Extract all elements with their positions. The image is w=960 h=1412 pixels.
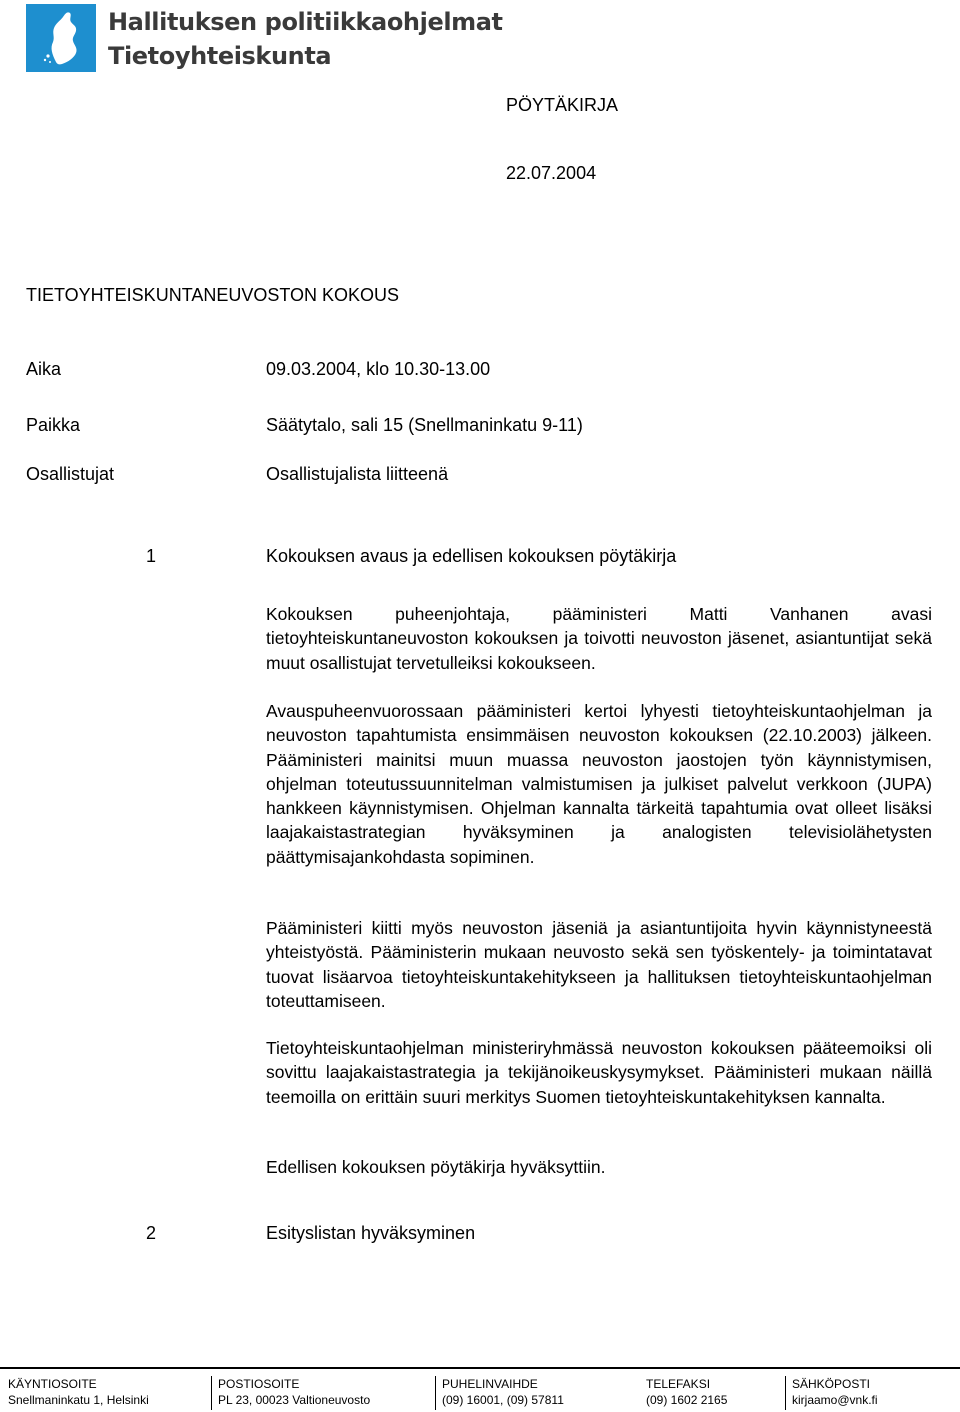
meta-label-participants: Osallistujat	[26, 464, 115, 484]
footer-value: (09) 16001, (09) 57811	[442, 1393, 564, 1407]
meta-label-place: Paikka	[26, 415, 81, 435]
footer-visiting-address	[2, 1376, 210, 1410]
meta-value-place: Säätytalo, sali 15 (Snellmaninkatu 9-11)	[266, 415, 583, 435]
footer-label: SÄHKÖPOSTI	[792, 1377, 871, 1391]
footer-postal-address	[211, 1376, 435, 1410]
logo	[26, 4, 503, 74]
footer-email	[785, 1376, 957, 1410]
section-number: 2	[146, 1223, 157, 1243]
footer-value: (09) 1602 2165	[646, 1393, 728, 1407]
meta-value-time: 09.03.2004, klo 10.30-13.00	[266, 359, 491, 379]
footer-label: KÄYNTIOSOITE	[8, 1377, 97, 1391]
document-date: 22.07.2004	[506, 163, 597, 183]
footer-value: PL 23, 00023 Valtioneuvosto	[218, 1393, 371, 1407]
paragraph: Avauspuheenvuorossaan pääministeri kertoi lyhyesti tietoyhteiskuntaohjelman ja neuvoston tapahtumista ensimmäisen neuvoston kokouksen (22.10.2003) jälkeen. Pääministeri mainitsi muun muassa neuvoston jaostojen työn käynnistymisen, ohjelman toteutussuunnitelman valmistumisen ja julkiset palvelut verkkoon (JUPA) hankkeen käynnistymisen. Ohjelman kannalta tärkeitä tapahtumia ovat olleet lisäksi laajakaistastrategian hyväksyminen ja analogisten televisiolähetysten päättymisajankohdasta sopiminen.	[266, 701, 932, 867]
logo-title: Hallituksen politiikkaohjelmat	[108, 8, 503, 36]
meta-value-participants: Osallistujalista liitteenä	[266, 464, 449, 484]
paragraph: Edellisen kokouksen pöytäkirja hyväksyttiin.	[266, 1157, 606, 1177]
footer-value: Snellmaninkatu 1, Helsinki	[8, 1393, 149, 1407]
footer-label: TELEFAKSI	[646, 1377, 711, 1391]
paragraph: Tietoyhteiskuntaohjelman ministeriryhmässä neuvoston kokouksen pääteemoiksi oli sovittu laajakaistastrategia ja tekijänoikeuskysymykset. Pääministeri mukaan näillä teemoilla on erittäin suuri merkitys Suomen tietoyhteiskuntakehityksen kannalta.	[266, 1038, 932, 1107]
footer-switchboard	[435, 1376, 631, 1410]
section-number: 1	[146, 546, 157, 566]
page-title: TIETOYHTEISKUNTANEUVOSTON KOKOUS	[26, 285, 400, 305]
footer-label: POSTIOSOITE	[218, 1377, 300, 1391]
footer-fax	[640, 1376, 784, 1410]
footer-value: kirjaamo@vnk.fi	[792, 1393, 878, 1407]
finland-map-logo-icon	[26, 4, 96, 72]
paragraph: Pääministeri kiitti myös neuvoston jäseniä ja asiantuntijoita hyvin käynnistyneestä yhteistyöstä. Pääministerin mukaan neuvosto sekä sen työskentely- ja toimintatavat tuovat lisäarvoa tietoyhteiskuntakehitykseen ja hallituksen tietoyhteiskuntaohjelman toteuttamiseen.	[266, 918, 932, 1011]
document-type: PÖYTÄKIRJA	[506, 95, 619, 115]
paragraph: Kokouksen puheenjohtaja, pääministeri Matti Vanhanen avasi tietoyhteiskuntaneuvoston kokouksen ja toivotti neuvoston jäsenet, asiantuntijat sekä muut osallistujat tervetulleiksi kokoukseen.	[266, 604, 932, 673]
footer-divider	[0, 1367, 960, 1369]
section-heading: Esityslistan hyväksyminen	[266, 1223, 476, 1243]
meta-label-time: Aika	[26, 359, 62, 379]
footer-label: PUHELINVAIHDE	[442, 1377, 538, 1391]
logo-subtitle: Tietoyhteiskunta	[108, 42, 332, 70]
section-heading: Kokouksen avaus ja edellisen kokouksen pöytäkirja	[266, 546, 677, 566]
